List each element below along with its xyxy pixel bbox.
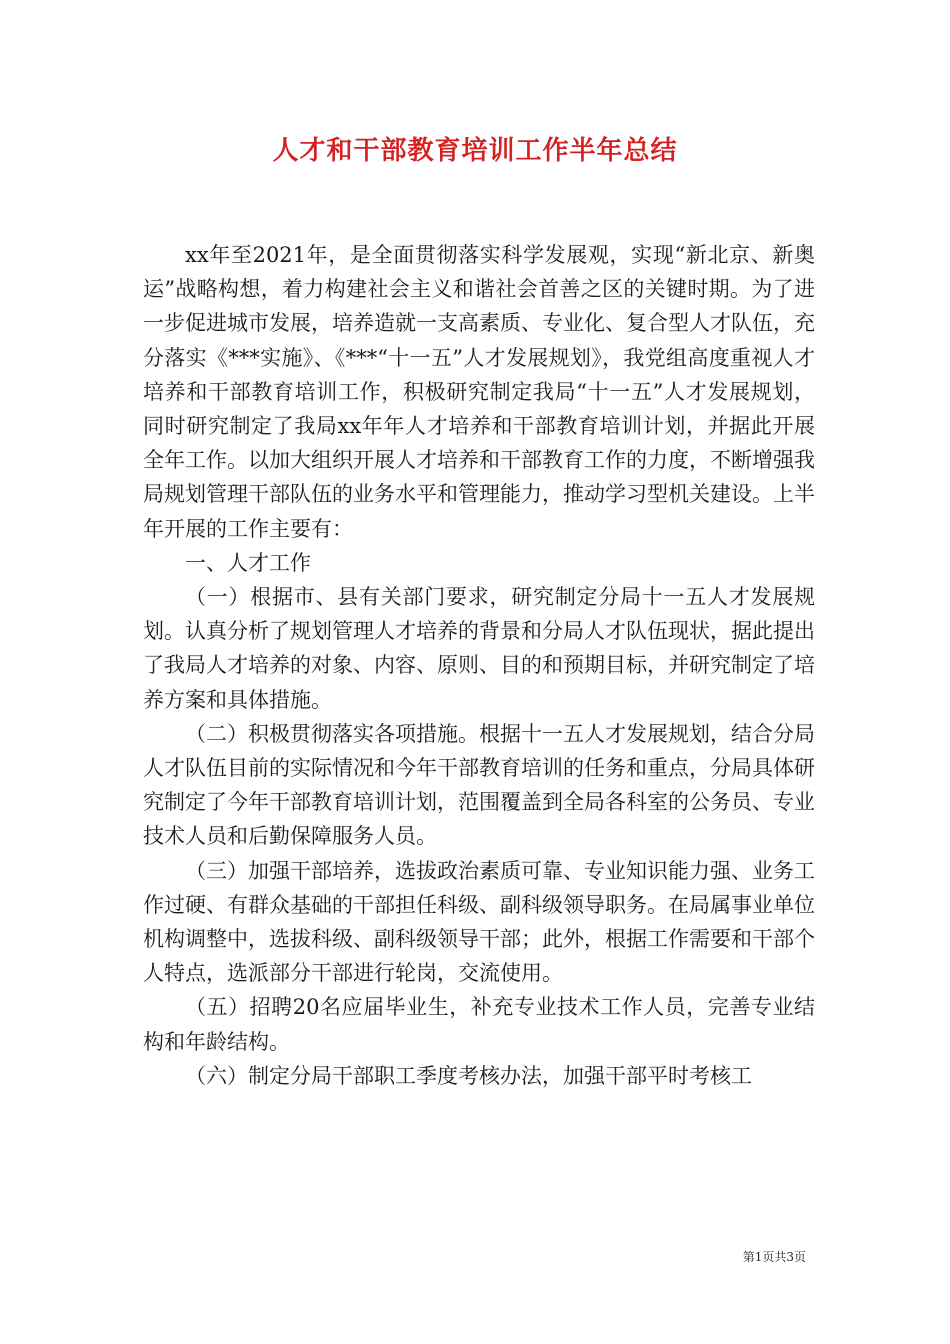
paragraph-intro: xx年至2021年，是全面贯彻落实科学发展观，实现“新北京、新奥运”战略构想，着力构建社会主义和谐社会首善之区的关键时期。为了进一步促进城市发展，培养造就一支高素质、专业化、复合型人才队伍，充分落实《***实施》、《***“十一五”人才发展规划》，我党组高度重视人才培养和干部教育培训工作，积极研究制定我局“十一五”人才发展规划，同时研究制定了我局xx年年人才培养和干部教育培训计划，并据此开展全年工作。以加大组织开展人才培养和干部教育工作的力度，不断增强我局规划管理干部队伍的业务水平和管理能力，推动学习型机关建设。上半年开展的工作主要有： (143, 243, 815, 541)
paragraph-item-6: （六）制定分局干部职工季度考核办法，加强干部平时考核工 (185, 1063, 752, 1088)
section-heading-talent-work: 一、人才工作 (185, 550, 311, 575)
page-number-indicator: 第1页共3页 (742, 1250, 806, 1264)
document-body (143, 238, 815, 1093)
paragraph-item-2: （二）积极贯彻落实各项措施。根据十一五人才发展规划，结合分局人才队伍目前的实际情况和今年干部教育培训的任务和重点，分局具体研究制定了今年干部教育培训计划，范围覆盖到全局各科室的公务员、专业技术人员和后勤保障服务人员。 (143, 721, 815, 849)
paragraph-item-1: （一）根据市、县有关部门要求，研究制定分局十一五人才发展规划。认真分析了规划管理人才培养的背景和分局人才队伍现状，据此提出了我局人才培养的对象、内容、原则、目的和预期目标，并研究制定了培养方案和具体措施。 (143, 585, 815, 712)
paragraph-item-5: （五）招聘20名应届毕业生，补充专业技术工作人员，完善专业结构和年龄结构。 (143, 995, 815, 1054)
paragraph-item-3: （三）加强干部培养，选拔政治素质可靠、专业知识能力强、业务工作过硬、有群众基础的干部担任科级、副科级领导职务。在局属事业单位机构调整中，选拔科级、副科级领导干部；此外，根据工作需要和干部个人特点，选派部分干部进行轮岗，交流使用。 (143, 858, 815, 986)
document-title: 人才和干部教育培训工作半年总结 (272, 136, 678, 166)
